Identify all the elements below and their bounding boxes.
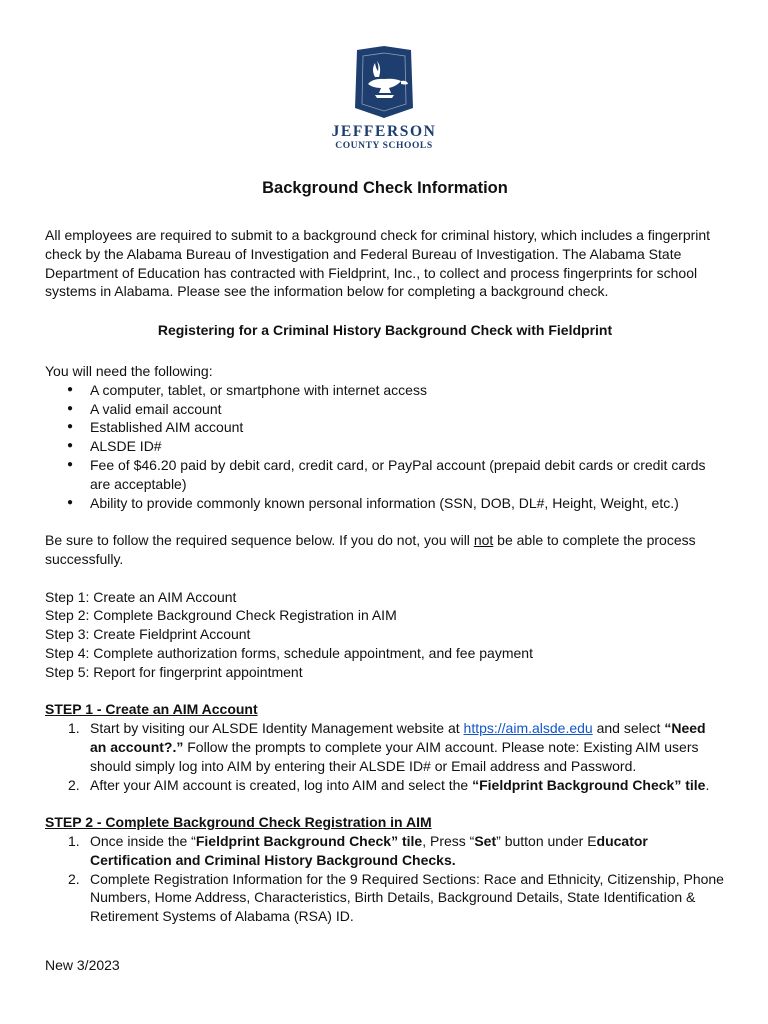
- step2-heading: STEP 2 - Complete Background Check Registration in AIM: [45, 814, 432, 831]
- requirements-list: [45, 381, 725, 513]
- overview-step: Step 2: Complete Background Check Registration in AIM: [45, 607, 397, 624]
- list-item: ● A computer, tablet, or smartphone with internet access: [45, 381, 725, 400]
- overview-step: Step 4: Complete authorization forms, schedule appointment, and fee payment: [45, 644, 533, 661]
- sequence-note: Be sure to follow the required sequence below. If you do not, you will not be able to complete the process successfully.: [45, 532, 696, 567]
- list-item: ● Ability to provide commonly known personal information (SSN, DOB, DL#, Height, Weight, etc.): [45, 494, 725, 513]
- step1-heading: STEP 1 - Create an AIM Account: [45, 701, 258, 718]
- step2-list: [45, 832, 725, 926]
- logo-name: JEFFERSON: [331, 123, 437, 140]
- list-item: 1. Once inside the “Fieldprint Background Check” tile, Press “Set” button under Educator Certification and Criminal History Background Checks.: [68, 832, 648, 868]
- section-subtitle: Registering for a Criminal History Background Check with Fieldprint: [157, 321, 613, 338]
- page-title: Background Check Information: [262, 179, 508, 197]
- overview-step: Step 5: Report for fingerprint appointment: [45, 663, 303, 680]
- intro-paragraph: All employees are required to submit to a background check for criminal history, which includes a fingerprint check by the Alabama Bureau of Investigation and Federal Bureau of Investigation. The Alabama State Department of Education has contracted with Fieldprint, Inc., to collect and process fingerprints for school systems in Alabama. Please see the information below for completing a background check.: [45, 227, 711, 300]
- list-item: 1. Start by visiting our ALSDE Identity Management website at https://aim.alsde.edu and select “Need an account?.” Follow the prompts to complete your AIM account. Please note: Existing AIM users should simply log into AIM by entering their ALSDE ID# or Email address and Password.: [68, 720, 706, 774]
- step1-list: [45, 719, 725, 794]
- school-logo: [0, 46, 768, 152]
- list-item: ● Established AIM account: [45, 418, 725, 437]
- steps-overview: [45, 588, 725, 682]
- list-item: ● A valid email account: [45, 400, 725, 419]
- aim-website-link[interactable]: https://aim.alsde.edu: [463, 720, 593, 737]
- requirements-intro: You will need the following:: [45, 362, 213, 379]
- shield-lamp-icon: [351, 46, 417, 118]
- overview-step: Step 1: Create an AIM Account: [45, 588, 237, 605]
- emphasis-not: not: [473, 532, 494, 549]
- overview-step: Step 3: Create Fieldprint Account: [45, 626, 251, 643]
- logo-subtitle: COUNTY SCHOOLS: [335, 141, 433, 151]
- document-body: [45, 176, 725, 926]
- list-item: 2. Complete Registration Information for the 9 Required Sections: Race and Ethnicity, Citizenship, Phone Numbers, Home Address, Characteristics, Birth Details, Background Details, State Identification & Retirement Systems of Alabama (RSA) ID.: [68, 870, 724, 925]
- list-item: 2. After your AIM account is created, log into AIM and select the “Fieldprint Background Check” tile.: [68, 776, 710, 793]
- list-item: ● ALSDE ID#: [45, 437, 725, 456]
- list-item: ● Fee of $46.20 paid by debit card, credit card, or PayPal account (prepaid debit cards or credit cards are acceptable): [45, 456, 725, 494]
- footer-date: New 3/2023: [45, 957, 120, 973]
